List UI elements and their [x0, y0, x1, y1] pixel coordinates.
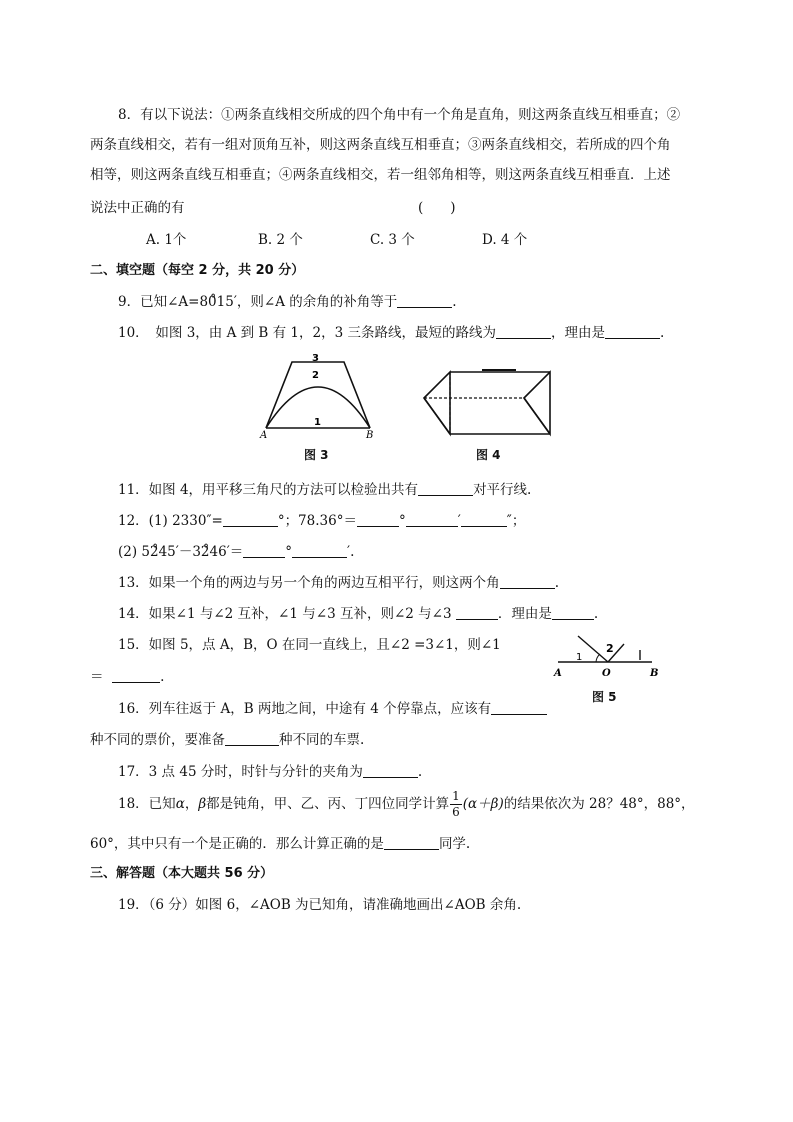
q14-blank-reason[interactable]: [552, 605, 594, 620]
q18-line2: [90, 832, 470, 852]
fig5-angle-2: 2: [606, 642, 614, 655]
q16-blank-tickets[interactable]: [225, 731, 279, 746]
q18-text: 18．已知: [118, 796, 176, 812]
q14-end: .: [593, 606, 599, 622]
q18-text3: 同学.: [438, 836, 471, 852]
q18-beta: β: [198, 796, 207, 812]
q17-blank[interactable]: [363, 763, 418, 778]
q12a-blank-sec[interactable]: [461, 512, 507, 527]
q13-end: .: [554, 575, 559, 591]
fig3-label-1: 1: [314, 417, 321, 428]
fig3-point-a: A: [260, 430, 268, 441]
q13-text: 13．如果一个角的两边与另一个角的两边互相平行，则这两个角: [118, 575, 500, 591]
q12a-blank-min[interactable]: [406, 512, 458, 527]
q9-blank[interactable]: [397, 293, 452, 308]
section-2-heading: 二、填空题（每空 2 分，共 20 分）: [90, 263, 305, 278]
fig3-point-b: B: [366, 430, 374, 441]
q19: 19．（6 分）如图 6，∠AOB 为已知角，请准确地画出∠AOB 余角.: [118, 897, 522, 913]
q16-text2: 种不同的票价，要准备: [90, 732, 225, 748]
q8-option-d: D. 4 个: [482, 232, 528, 248]
q14-mid: ．理由是: [497, 606, 552, 622]
fig5-point-o: O: [602, 668, 611, 679]
q14: [118, 602, 598, 622]
q18-frac-den: 6: [452, 805, 460, 819]
q12a-sec-label: ″；: [506, 513, 526, 529]
q17-text: 17．3 点 45 分时，时针与分针的夹角为: [118, 764, 363, 780]
fig3-caption: 图 3: [304, 448, 329, 462]
q16-text3: 种不同的车票.: [279, 732, 365, 748]
q18-frac-num: 1: [452, 789, 460, 803]
q12a-text: 12．(1) 2330″=: [118, 513, 223, 529]
q8-line4: 说法中正确的有: [90, 200, 185, 216]
fig3-label-3: 3: [312, 353, 319, 364]
q10-blank-reason[interactable]: [605, 324, 660, 339]
q9-text: 9．已知∠A=80̊15′，则∠A 的余角的补角等于: [118, 294, 398, 310]
q12a-min-label: ′: [457, 513, 461, 529]
fig5-point-b: B: [650, 668, 659, 679]
q13: [118, 571, 559, 591]
q17-end: .: [417, 764, 423, 780]
q18-line1: [118, 789, 695, 820]
q12a-blank-deg2[interactable]: [357, 512, 399, 527]
fig5-angle-1: 1: [576, 652, 583, 663]
q15-eq: ＝: [90, 669, 104, 685]
q18-results: 的结果依次为 28？48°，88°，: [503, 796, 695, 812]
q17: [118, 760, 422, 780]
fig5-point-a: A: [554, 668, 562, 679]
q8-option-a: A. 1个: [146, 232, 187, 248]
q10-blank-route[interactable]: [496, 324, 551, 339]
q11-text: 11．如图 4，用平移三角尺的方法可以检验出共有: [118, 482, 419, 498]
q12b-blank-deg[interactable]: [243, 543, 285, 558]
q9: [118, 290, 457, 310]
q8-line2: 两条直线相交，若有一组对顶角互补，则这两条直线互相垂直；③两条直线相交，若所成的四个角: [90, 137, 671, 153]
figure-4: [420, 368, 556, 438]
q8-line1: 8．有以下说法：①两条直线相交所成的四个角中有一个角是直角，则这两条直线互相垂直；②: [118, 107, 681, 123]
q12b-min-label: ′.: [347, 544, 355, 560]
q8-option-b: B. 2 个: [258, 232, 303, 248]
q11-end: 对平行线.: [473, 482, 532, 498]
q11-blank[interactable]: [418, 481, 473, 496]
q12-part2: [118, 540, 354, 560]
section-3-heading: 三、解答题（本大题共 56 分）: [90, 866, 274, 881]
fig4-caption: 图 4: [476, 448, 501, 462]
q12b-deg-label: °: [285, 544, 293, 560]
figure-5: [552, 632, 664, 684]
q18-fraction: [450, 789, 462, 820]
q15-line2: [90, 665, 164, 685]
q16-line1: [118, 697, 547, 717]
q18-comma: ，: [184, 796, 199, 812]
q9-end: .: [452, 294, 457, 310]
q10: [118, 321, 664, 341]
q18-expr: (α＋β): [462, 796, 504, 812]
q12a-deg2-label: °: [398, 513, 406, 529]
q15-end: .: [160, 669, 165, 685]
q11: [118, 478, 531, 498]
q16-text: 16．列车往返于 A，B 两地之间，中途有 4 个停靠点，应该有: [118, 701, 492, 717]
fig5-ray-oc: [578, 636, 608, 662]
q12b-text: (2) 52̊45′－32̊46′＝: [118, 544, 244, 560]
q10-text: 10． 如图 3，由 A 到 B 有 1，2，3 三条路线，最短的路线为: [118, 325, 496, 341]
q18-blank[interactable]: [384, 835, 439, 850]
q8-line3: 相等，则这两条直线互相垂直；④两条直线相交，若一组邻角相等，则这两条直线互相垂直．上述: [90, 167, 671, 183]
q12a-deg-label: °；78.36°＝: [277, 513, 357, 529]
q18-text2: 60°，其中只有一个是正确的．那么计算正确的是: [90, 836, 384, 852]
q12a-blank-deg[interactable]: [223, 512, 278, 527]
q10-end: .: [660, 325, 665, 341]
q15-line1: 15．如图 5，点 A，B，O 在同一直线上，且∠2 =3∠1，则∠1: [118, 637, 501, 653]
fig3-label-2: 2: [312, 370, 319, 381]
q14-blank-relation[interactable]: [456, 605, 498, 620]
q14-text: 14．如果∠1 与∠2 互补，∠1 与∠3 互补，则∠2 与∠3: [118, 606, 452, 622]
fig5-caption: 图 5: [592, 690, 617, 704]
q16-blank-prices[interactable]: [491, 700, 547, 715]
q8-paren: ( ): [418, 200, 456, 216]
q15-blank[interactable]: [112, 668, 160, 683]
q18-alpha: α: [175, 796, 185, 812]
q12b-blank-min[interactable]: [292, 543, 347, 558]
figure-3: [258, 350, 378, 440]
q13-blank[interactable]: [500, 574, 555, 589]
q10-mid: ，理由是: [551, 325, 605, 341]
q18-mid: 都是钝角，甲、乙、丙、丁四位同学计算: [206, 796, 450, 812]
q16-line2: [90, 728, 364, 748]
q8-option-c: C. 3 个: [370, 232, 415, 248]
q12-part1: [118, 509, 525, 529]
